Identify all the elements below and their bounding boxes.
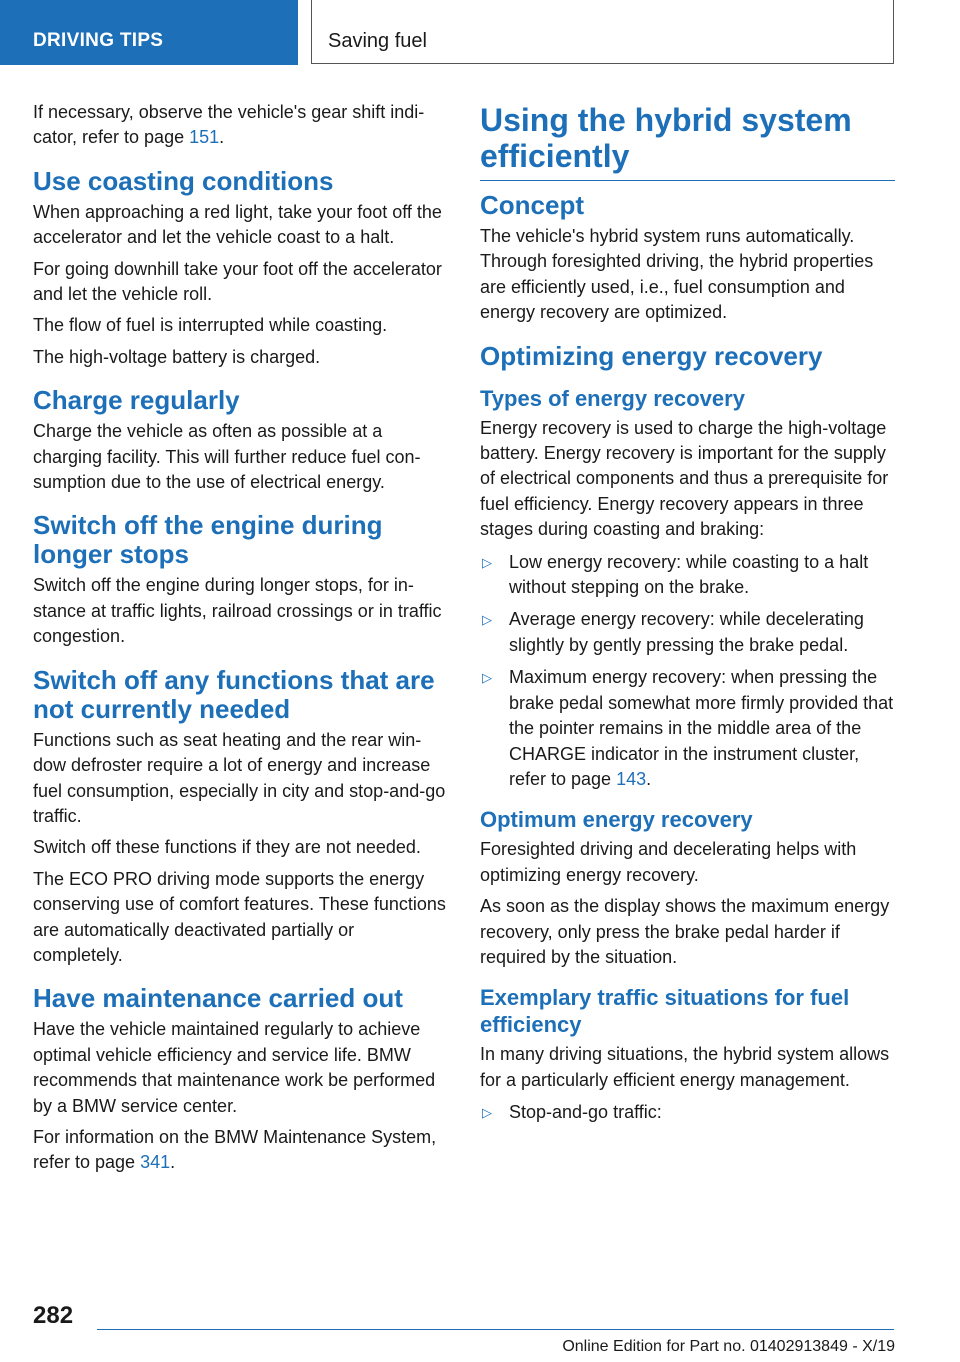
functions-paragraph-1: Functions such as seat heating and the rear window defroster require a lot of energy and increase fuel consumption, especially in city and stop-and-go traffic.	[33, 729, 446, 826]
right-column	[480, 100, 895, 1132]
coast-paragraph-3: The flow of fuel is interrupted while coasting.	[33, 315, 388, 336]
section-tab	[0, 0, 298, 65]
triangle-bullet-icon: ▷	[482, 1105, 492, 1121]
heading-coasting: Use coasting conditions	[33, 165, 334, 196]
types-paragraph: Energy recovery is used to charge the high-voltage battery. Energy recovery is important for the supply of electrical components and thus a prerequisite for fuel efficiency. Energy recovery appears in three stages during coasting and braking:	[480, 417, 889, 540]
concept-paragraph: The vehicle's hybrid system runs automatically. Through foresighted driving, the hybrid properties are efficiently used, i.e., fuel consumption and energy recovery are optimized.	[480, 226, 874, 323]
maintenance-paragraph-2: For information on the BMW Maintenance System, refer to page 341.	[33, 1126, 437, 1173]
triangle-bullet-icon: ▷	[482, 670, 492, 686]
gear-paragraph: If necessary, observe the vehicle's gear shift indicator, refer to page 151.	[33, 102, 425, 148]
maintenance-paragraph-1: Have the vehicle maintained regularly to achieve optimal vehicle efficiency and service life. BMW recommends that maintenance work be performed by a BMW service center.	[33, 1019, 436, 1116]
heading-concept: Concept	[480, 190, 584, 220]
footer-divider	[97, 1329, 894, 1330]
functions-paragraph-3: The ECO PRO driving mode supports the energy conserving use of comfort features. These functions are automatically deactivated partially or completely.	[33, 868, 446, 965]
footer-edition: Online Edition for Part no. 01402913849 - X/19	[562, 1338, 895, 1355]
functions-paragraph-2: Switch off these functions if they are not needed.	[33, 837, 421, 858]
exemplary-paragraph: In many driving situations, the hybrid system allows for a particularly efficient energy management.	[480, 1044, 890, 1090]
heading-functions: Switch off any functions that are not currently needed	[33, 664, 435, 724]
optimum-paragraph-2: As soon as the display shows the maximum energy recovery, only press the brake pedal harder if required by the situation.	[480, 896, 890, 967]
optimum-paragraph-1: Foresighted driving and decelerating helps with optimizing energy recovery.	[480, 839, 857, 885]
engine-paragraph: Switch off the engine during longer stops, for instance at traffic lights, railroad crossings or in traffic congestion.	[33, 575, 442, 647]
heading-charge: Charge regularly	[33, 385, 240, 416]
heading-types: Types of energy recovery	[480, 385, 745, 411]
page-link-151[interactable]: 151	[189, 127, 220, 148]
left-column	[33, 100, 448, 1182]
heading-maintenance: Have maintenance carried out	[33, 983, 403, 1014]
chapter-title: Saving fuel	[328, 30, 427, 52]
section-title: DRIVING TIPS	[33, 30, 164, 51]
list-item: ▷ Maximum energy recovery: when pressing the brake pedal somewhat more firmly provided that the pointer remains in the middle area of the CHARGE indicator in the instrument cluster, refer to page 143.	[482, 667, 894, 789]
list-item: ▷ Average energy recovery: while decelerating slightly by gently pressing the brake pedal.	[482, 609, 864, 655]
coast-paragraph-1: When approaching a red light, take your foot off the accelerator and let the vehicle coast to a halt.	[33, 201, 442, 248]
list-item: ▷ Low energy recovery: while coasting to a halt without stepping on the brake.	[482, 551, 869, 598]
heading-exemplary: Exemplary traffic situations for fuel efficiency	[480, 985, 850, 1038]
triangle-bullet-icon: ▷	[482, 554, 492, 570]
heading-optimum: Optimum energy recovery	[480, 807, 753, 833]
page-number: 282	[33, 1302, 74, 1329]
list-item: ▷ Stop-and-go traffic:	[480, 1100, 895, 1125]
heading-optimizing: Optimizing energy recovery	[480, 340, 823, 371]
heading-engine: Switch off the engine during longer stops	[33, 510, 383, 570]
page-link-341[interactable]: 341	[140, 1152, 171, 1173]
coast-paragraph-4: The high-voltage battery is charged.	[33, 346, 321, 367]
heading-hybrid: Using the hybrid system efficiently	[480, 102, 895, 181]
triangle-bullet-icon: ▷	[482, 612, 492, 628]
page-link-143[interactable]: 143	[616, 768, 647, 789]
charge-paragraph: Charge the vehicle as often as possible at a charging facility. This will further reduce fuel consumption due to the use of electrical energy.	[33, 421, 421, 493]
chapter-box	[311, 0, 894, 64]
coast-paragraph-2: For going downhill take your foot off the accelerator and let the vehicle roll.	[33, 258, 442, 305]
